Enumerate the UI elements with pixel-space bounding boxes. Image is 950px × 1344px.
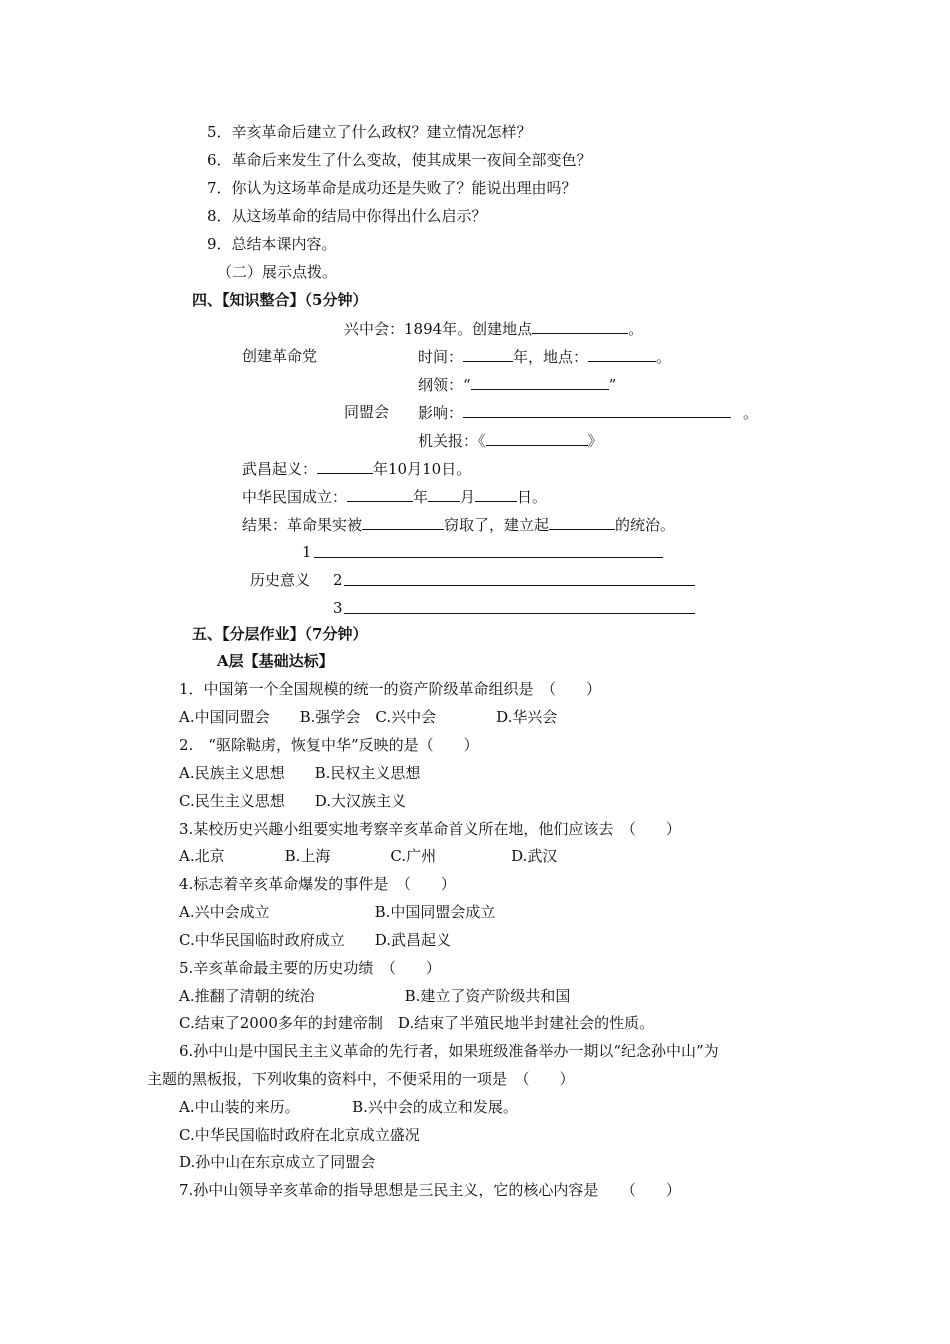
blank-impact (463, 402, 731, 418)
question-6: 6．革命后来发生了什么变故，使其成果一夜间全部变色？ (207, 151, 592, 169)
level-a-title: A层【基础达标】 (217, 652, 334, 670)
blank-roc-day (475, 486, 517, 502)
section-5-title: 五、【分层作业】（7分钟） (192, 625, 368, 643)
exercise-line: C.中华民国临时政府成立 D.武昌起义 (179, 931, 451, 949)
exercise-line: A.民族主义思想 B.民权主义思想 (179, 764, 421, 782)
blank-time-year (463, 346, 513, 362)
impact-line (418, 402, 758, 423)
roc-prefix: 中华民国成立： (242, 488, 348, 506)
question-5: 5．辛亥革命后建立了什么政权？建立情况怎样？ (207, 123, 532, 141)
program-label: 纲领：“ (418, 376, 471, 394)
wuchang-line (242, 458, 471, 479)
exercise-line: 1．中国第一个全国规模的统一的资产阶级革命组织是 （ ） (179, 680, 602, 698)
newspaper-label: 机关报：《 (418, 432, 486, 450)
result-line (242, 514, 675, 535)
period: 。 (628, 320, 644, 338)
create-party-label: 创建革命党 (242, 347, 318, 365)
significance-blank-3 (344, 613, 695, 614)
blank-newspaper (486, 430, 588, 446)
year-label: 年 (413, 488, 429, 506)
time-label: 时间： (418, 348, 464, 366)
exercise-line: A.推翻了清朝的统治 B.建立了资产阶级共和国 (179, 987, 571, 1005)
close-book: 》 (587, 432, 603, 450)
period: 。 (656, 348, 672, 366)
exercise-line: 4.标志着辛亥革命爆发的事件是 （ ） (179, 875, 456, 893)
question-9: 9．总结本课内容。 (207, 235, 337, 253)
tongmenghui-label: 同盟会 (344, 403, 390, 421)
blank-roc-year (347, 486, 413, 502)
xingzhonghui-line (344, 318, 643, 339)
day-label: 日。 (517, 488, 548, 506)
exercise-line: A.北京 B.上海 C.广州 D.武汉 (179, 847, 558, 865)
significance-number-2: 2 (333, 571, 343, 589)
exercise-line: 主题的黑板报，下列收集的资料中，不便采用的一项是 （ ） (147, 1070, 575, 1088)
exercise-line: C.结束了2000多年的封建帝制 D.结束了半殖民地半封建社会的性质。 (179, 1014, 655, 1032)
xingzhonghui-text: 兴中会：1894年。创建地点 (344, 320, 533, 338)
exercise-line: 5.辛亥革命最主要的历史功绩 （ ） (179, 959, 441, 977)
exercise-line: 2. “驱除鞑虏，恢复中华”反映的是（ ） (179, 736, 479, 754)
exercise-line: A.中国同盟会 B.强学会 C.兴中会 D.华兴会 (179, 708, 558, 726)
program-line (418, 374, 616, 395)
question-7: 7．你认为这场革命是成功还是失败了？能说出理由吗？ (207, 179, 577, 197)
result-mid: 窃取了，建立起 (444, 516, 550, 534)
blank-wuchang-year (317, 458, 373, 474)
show-guidance: （二）展示点拨。 (217, 263, 338, 281)
exercise-line: D.孙中山在东京成立了同盟会 (179, 1153, 376, 1171)
time-line (418, 346, 671, 367)
result-suffix: 的统治。 (615, 516, 676, 534)
blank-location (532, 318, 628, 334)
blank-roc-month (428, 486, 460, 502)
blank-rule (549, 514, 615, 530)
month-label: 月 (460, 488, 476, 506)
blank-place (588, 346, 656, 362)
roc-line (242, 486, 547, 507)
period: 。 (743, 404, 759, 422)
impact-label: 影响： (418, 404, 464, 422)
significance-number-3: 3 (333, 599, 343, 617)
wuchang-prefix: 武昌起义： (242, 460, 318, 478)
blank-usurper (362, 514, 444, 530)
year-location-label: 年，地点： (513, 348, 589, 366)
significance-blank-1 (314, 557, 663, 558)
exercise-line: 6.孙中山是中国民主主义革命的先行者，如果班级准备举办一期以“纪念孙中山”为 (179, 1042, 719, 1060)
blank-program (471, 374, 609, 390)
newspaper-line (418, 430, 603, 451)
significance-blank-2 (344, 585, 695, 586)
exercise-line: A.兴中会成立 B.中国同盟会成立 (179, 903, 496, 921)
exercise-line: 3.某校历史兴趣小组要实地考察辛亥革命首义所在地，他们应该去 （ ） (179, 820, 681, 838)
section-4-title: 四、【知识整合】（5分钟） (192, 291, 368, 309)
question-8: 8．从这场革命的结局中你得出什么启示？ (207, 207, 487, 225)
exercise-line: A.中山装的来历。 B.兴中会的成立和发展。 (179, 1098, 518, 1116)
exercise-line: 7.孙中山领导辛亥革命的指导思想是三民主义，它的核心内容是 （ ） (179, 1181, 681, 1199)
close-quote: ” (608, 376, 617, 394)
wuchang-suffix: 年10月10日。 (373, 460, 472, 478)
exercise-line: C.民生主义思想 D.大汉族主义 (179, 792, 406, 810)
significance-number-1: 1 (302, 543, 312, 561)
result-prefix: 结果：革命果实被 (242, 516, 363, 534)
exercise-line: C.中华民国临时政府在北京成立盛况 (179, 1126, 420, 1144)
significance-label: 历史意义 (250, 571, 311, 589)
